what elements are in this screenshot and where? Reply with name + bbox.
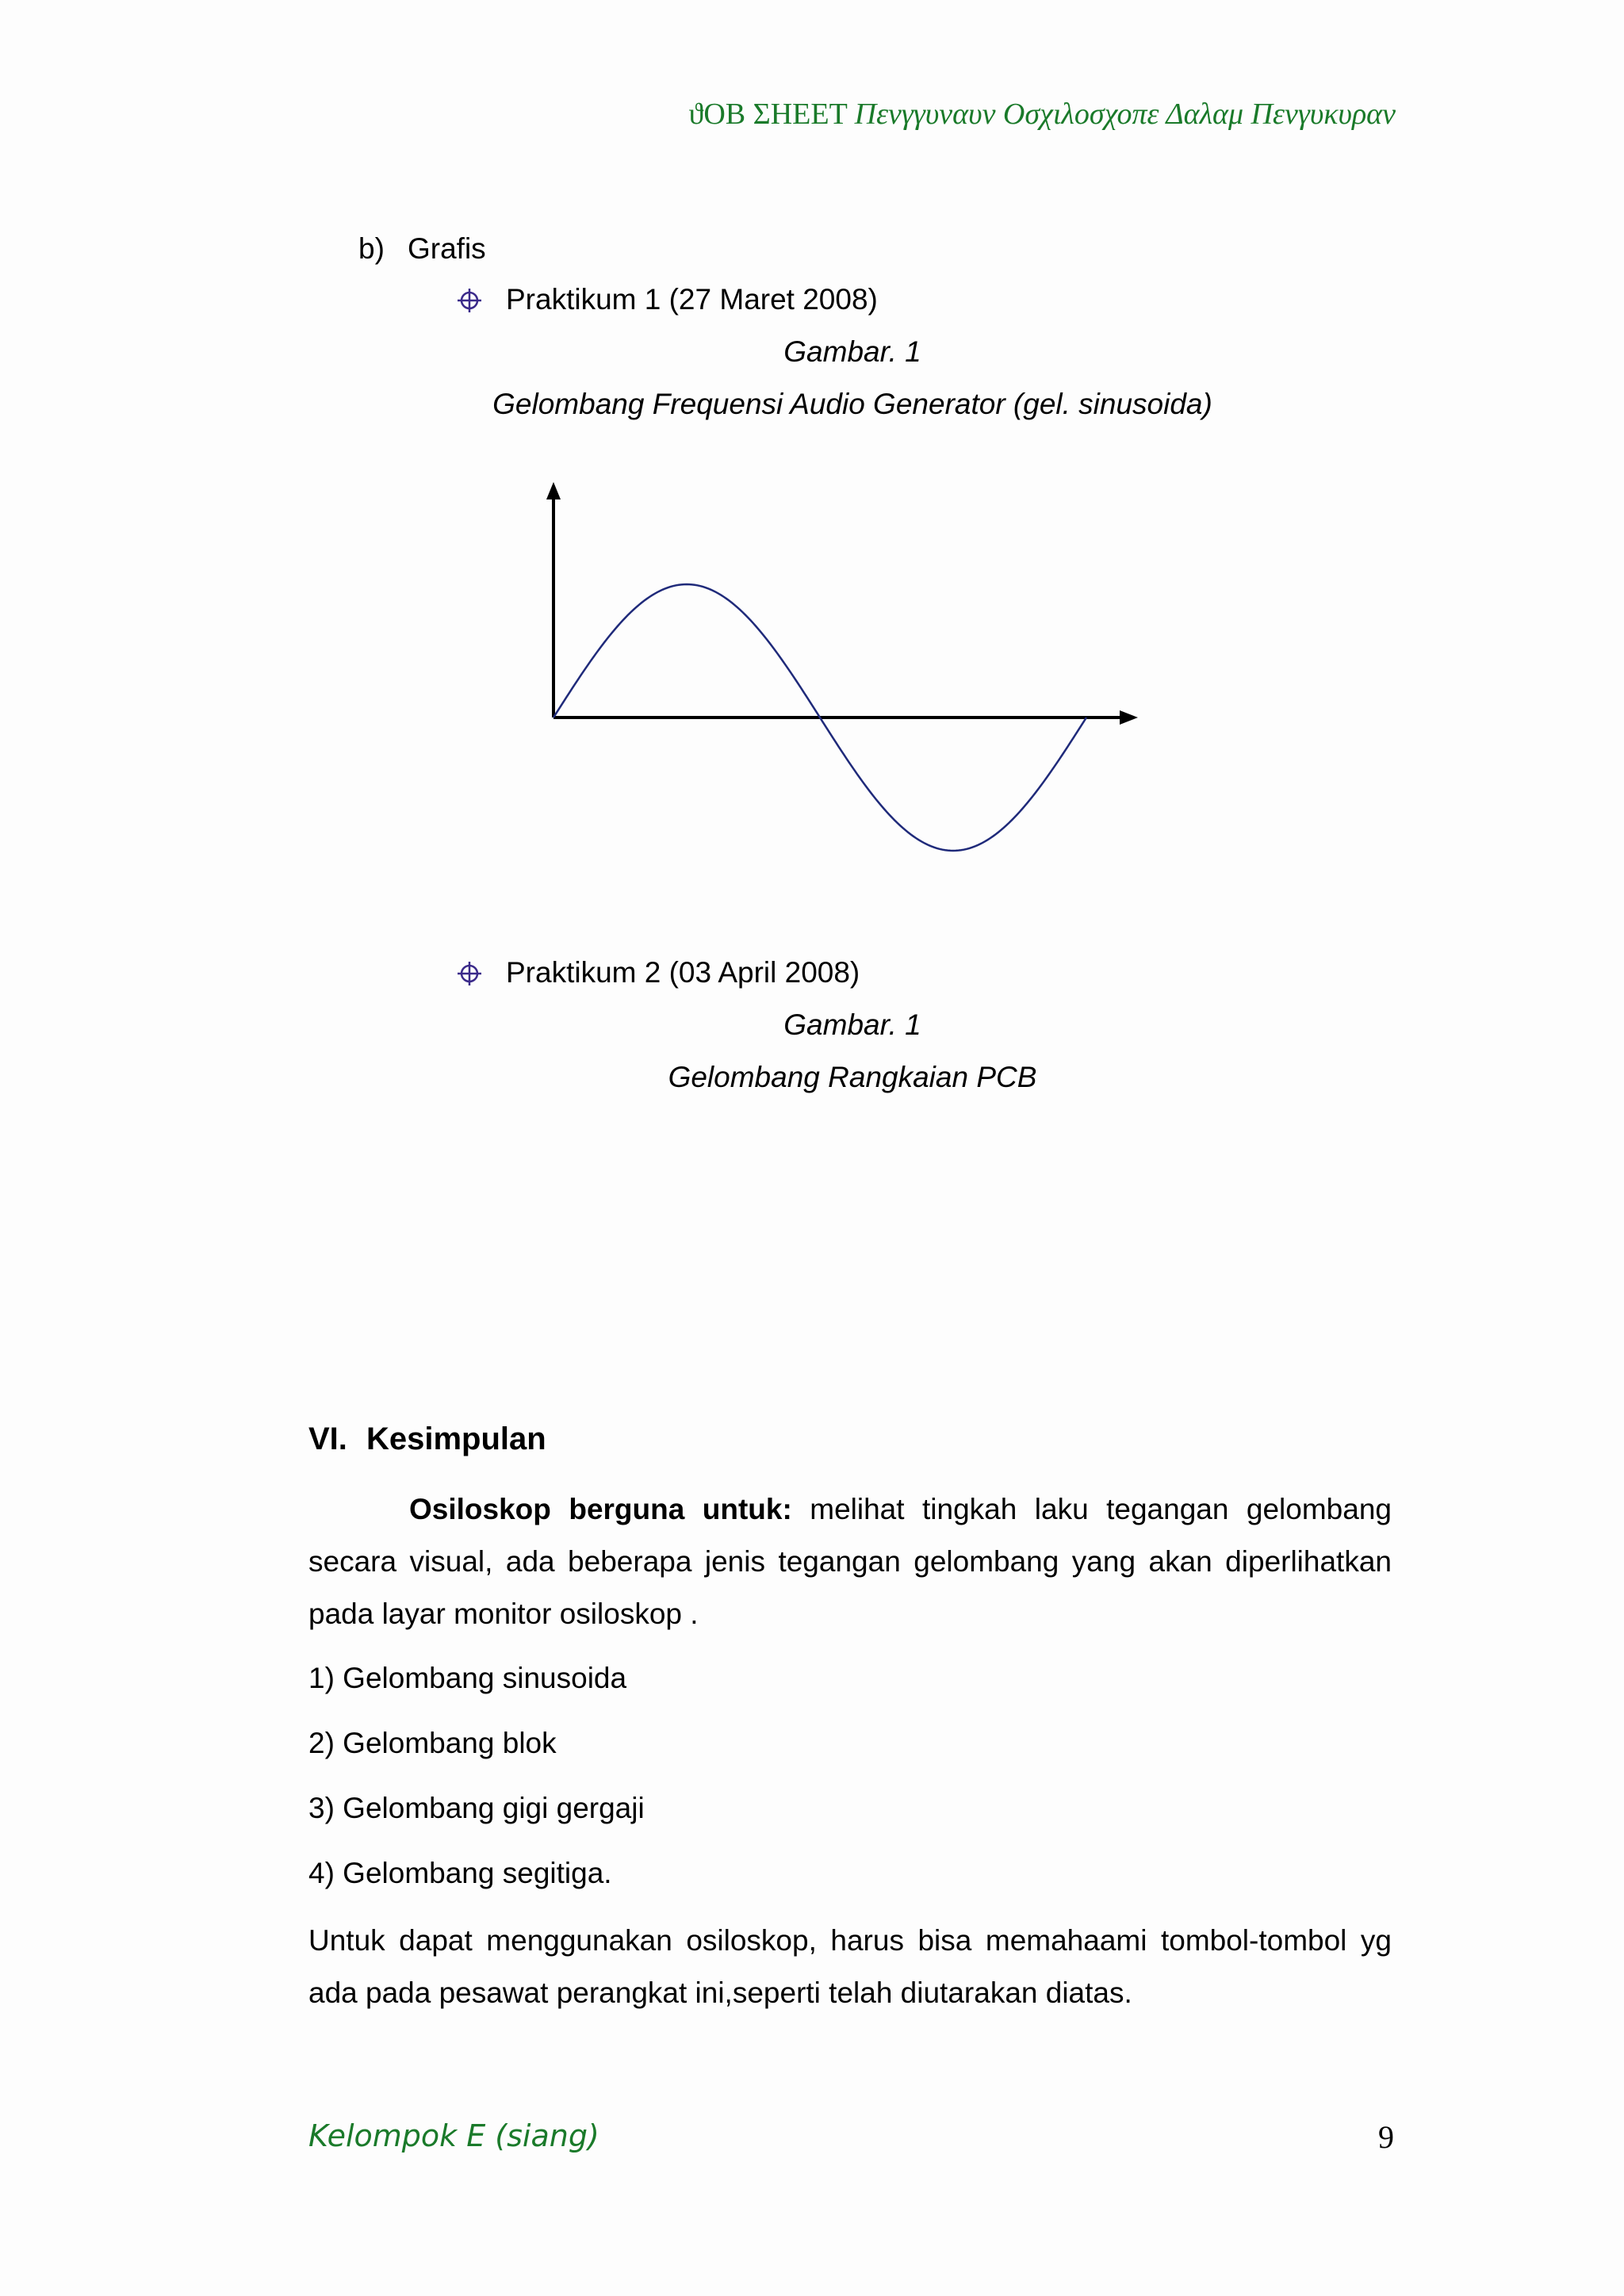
conclusion-paragraph: [308, 1483, 1392, 1640]
sine-wave-figure: [523, 476, 1142, 872]
figure1-caption-number: Gambar. 1: [783, 335, 921, 368]
praktikum1-label: Praktikum 1 (27 Maret 2008): [506, 283, 878, 316]
footer-group: Kelompok E (siang): [308, 2118, 599, 2153]
section-vi-title: Kesimpulan: [366, 1422, 546, 1456]
list-item: 2) Gelombang blok: [308, 1727, 557, 1759]
figure2-caption-number: Gambar. 1: [783, 1008, 921, 1041]
x-axis-arrowhead: [1120, 710, 1138, 725]
section-vi-number: VI.: [308, 1422, 347, 1456]
running-header: [689, 97, 1396, 132]
crosshair-bullet-icon: [456, 287, 483, 314]
page-number: 9: [1378, 2119, 1394, 2155]
list-item: 1) Gelombang sinusoida: [308, 1662, 627, 1694]
conclusion-lead: Osiloskop berguna untuk:: [409, 1493, 792, 1525]
list-item: 4) Gelombang segitiga.: [308, 1857, 612, 1889]
section-b-title: Grafis: [408, 232, 486, 265]
figure2-caption-title: Gelombang Rangkaian PCB: [668, 1061, 1037, 1093]
closing-paragraph: Untuk dapat menggunakan osiloskop, harus bisa memahaami tombol-tombol yg ada pada pesawat perangkat ini,seperti telah diutarakan diatas.: [308, 1924, 1392, 2009]
praktikum2-label: Praktikum 2 (03 April 2008): [506, 956, 860, 989]
figure1-caption-title: Gelombang Frequensi Audio Generator (gel. sinusoida): [492, 388, 1212, 420]
crosshair-bullet-icon: [456, 960, 483, 987]
list-item: 3) Gelombang gigi gergaji: [308, 1792, 645, 1824]
y-axis-arrowhead: [546, 482, 561, 499]
header-label: ϑOB ΣHEET: [688, 98, 848, 131]
conclusion-text: melihat tingkah laku tegangan gelombang secara visual, ada beberapa jenis tegangan gelombang yang akan diperlihatkan pada layar monitor osiloskop .: [308, 1493, 1392, 1630]
header-subtitle: Πενγγυναυν Οσχιλοσχοπε Δαλαμ Πενγυκυραν: [854, 98, 1396, 131]
section-b-label: b): [358, 232, 385, 265]
